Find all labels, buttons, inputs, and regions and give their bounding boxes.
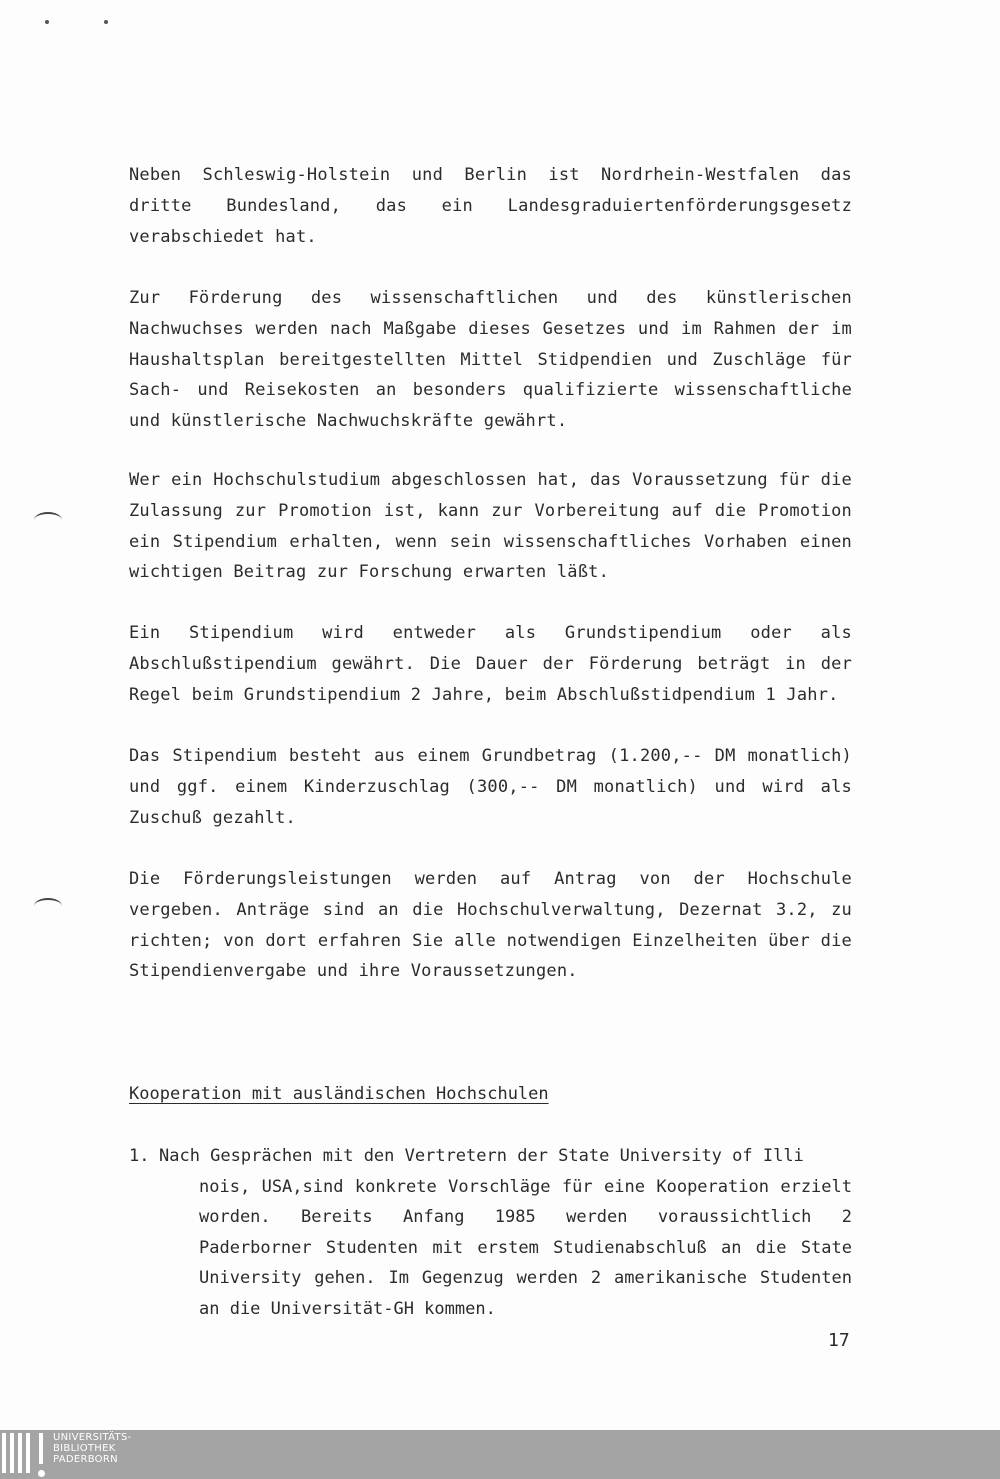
paragraph-intro: Neben Schleswig-Holstein und Berlin ist Nordrhein-Westfalen das dritte Bundesland, das ein Landesgraduiertenförderungsgesetz verabschiedet hat. xyxy=(129,165,852,247)
list-item-first-line: Nach Gesprächen mit den Vertretern der State University of Illi xyxy=(159,1146,804,1166)
paragraph-purpose: Zur Förderung des wissenschaftlichen und des künstlerischen Nachwuchses werden nach Maßgabe dieses Gesetzes und im Rahmen der im Haushaltsplan bereitgestellten Mittel Stidpendien und Zuschläge für Sach- und Reisekosten an besonders qualifizierte wissenschaftliche und künstlerische Nachwuchskräfte gewährt. xyxy=(129,288,852,432)
list-item-text: nois, USA,sind konkrete Vorschläge für eine Kooperation erzielt worden. Bereits Anfang 1985 werden voraussichtlich 2 Paderborner Studenten mit erstem Studienabschluß an die State University gehen. Im Gegenzug werden 2 amerikanische Studenten an die Universität-GH kommen. xyxy=(199,1176,852,1319)
library-footer xyxy=(0,1430,1000,1479)
punch-hole-mark xyxy=(34,512,62,528)
paragraph-application: Die Förderungsleistungen werden auf Antrag von der Hochschule vergeben. Anträge sind an die Hochschulverwaltung, Dezernat 3.2, zu richten; von dort erfahren Sie alle notwendigen Einzelheiten über die Stipendienvergabe und ihre Voraussetzungen. xyxy=(129,869,852,982)
library-logo-icon xyxy=(2,1433,48,1476)
library-logo-text: UNIVERSITÄTS- BIBLIOTHEK PADERBORN xyxy=(53,1432,132,1465)
list-item-number: 1. xyxy=(129,1146,150,1166)
paragraph-stipend-types: Ein Stipendium wird entweder als Grundstipendium oder als Abschlußstipendium gewährt. Die Dauer der Förderung beträgt in der Regel beim Grundstipendium 2 Jahre, beim Abschlußstidpendium 1 Jahr. xyxy=(129,623,852,705)
paragraph-eligibility: Wer ein Hochschulstudium abgeschlossen hat, das Voraussetzung für die Zulassung zur Promotion ist, kann zur Vorbereitung auf die Promotion ein Stipendium erhalten, wenn sein wissenschaftliches Vorhaben einen wichtigen Beitrag zur Forschung erwarten läßt. xyxy=(129,470,852,583)
page-number: 17 xyxy=(828,1330,850,1351)
scan-speck xyxy=(104,20,108,24)
punch-hole-mark xyxy=(34,898,62,914)
paragraph-stipend-amount: Das Stipendium besteht aus einem Grundbetrag (1.200,-- DM monatlich) und ggf. einem Kinderzuschlag (300,-- DM monatlich) und wird als Zuschuß gezahlt. xyxy=(129,746,852,828)
scan-speck xyxy=(45,20,49,24)
section-heading: Kooperation mit ausländischen Hochschulen xyxy=(129,1084,549,1104)
